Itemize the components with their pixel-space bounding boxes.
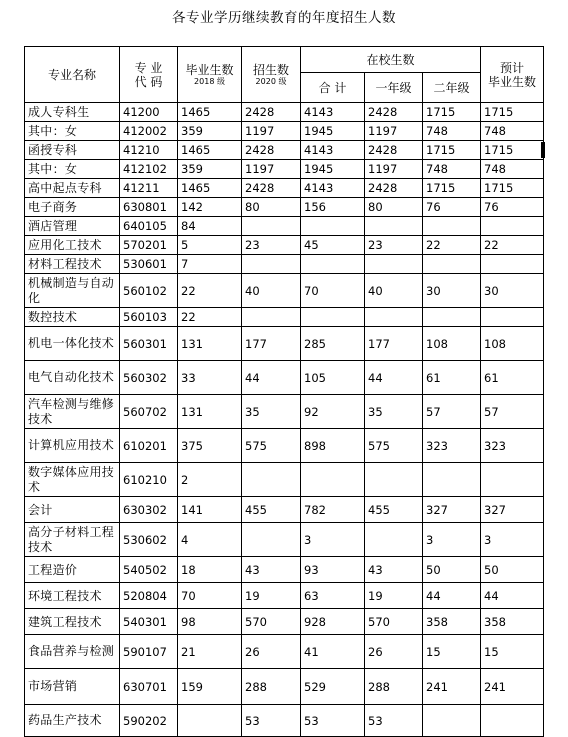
cell-grade1: 80 (365, 198, 423, 217)
cell-name: 环境工程技术 (25, 583, 120, 609)
cell-expected: 44 (481, 583, 544, 609)
cell-grade2 (423, 255, 481, 274)
table-row (25, 463, 544, 497)
cell-code: 520804 (120, 583, 178, 609)
cell-grade1: 44 (365, 361, 423, 395)
cell-graduates: 1465 (178, 141, 242, 160)
cell-grade2: 241 (423, 669, 481, 705)
cell-graduates: 18 (178, 557, 242, 583)
cell-graduates: 359 (178, 122, 242, 141)
cell-grade2 (423, 217, 481, 236)
cell-enrollment (242, 217, 301, 236)
cell-enrollment: 23 (242, 236, 301, 255)
cell-code: 640105 (120, 217, 178, 236)
cell-expected: 57 (481, 395, 544, 429)
table-row (25, 179, 544, 198)
cell-grade1: 26 (365, 635, 423, 669)
header-grade1: 一年级 (365, 73, 423, 103)
cell-code: 41200 (120, 103, 178, 122)
cell-enrollment: 35 (242, 395, 301, 429)
cell-expected (481, 308, 544, 327)
cell-grade1 (365, 463, 423, 497)
cell-code: 560302 (120, 361, 178, 395)
cell-total: 105 (301, 361, 365, 395)
cell-grade2: 50 (423, 557, 481, 583)
cell-enrollment: 2428 (242, 103, 301, 122)
cell-grade2: 108 (423, 327, 481, 361)
table-row (25, 122, 544, 141)
cell-total: 4143 (301, 103, 365, 122)
cell-expected (481, 217, 544, 236)
cell-expected (481, 255, 544, 274)
cell-enrollment: 40 (242, 274, 301, 308)
cell-enrollment: 1197 (242, 160, 301, 179)
table-row (25, 327, 544, 361)
cell-grade2 (423, 705, 481, 737)
cell-grade1: 1197 (365, 160, 423, 179)
cell-expected: 15 (481, 635, 544, 669)
table-row (25, 523, 544, 557)
table-row (25, 635, 544, 669)
table-row (25, 198, 544, 217)
cell-graduates: 84 (178, 217, 242, 236)
table-header (25, 47, 544, 103)
cell-expected: 3 (481, 523, 544, 557)
cell-code: 630701 (120, 669, 178, 705)
cell-graduates: 375 (178, 429, 242, 463)
cell-grade2: 61 (423, 361, 481, 395)
cell-total: 1945 (301, 160, 365, 179)
cell-code: 590107 (120, 635, 178, 669)
cell-grade2 (423, 308, 481, 327)
cell-name: 数字媒体应用技术 (25, 463, 120, 497)
cell-name: 函授专科 (25, 141, 120, 160)
cell-expected: 327 (481, 497, 544, 523)
cell-grade2: 323 (423, 429, 481, 463)
cell-graduates: 33 (178, 361, 242, 395)
header-in-school: 在校生数 (301, 47, 481, 73)
cell-name: 会计 (25, 497, 120, 523)
cell-name: 药品生产技术 (25, 705, 120, 737)
table-row (25, 557, 544, 583)
cell-code: 590202 (120, 705, 178, 737)
cell-expected: 748 (481, 122, 544, 141)
cell-grade1: 570 (365, 609, 423, 635)
cell-grade1: 575 (365, 429, 423, 463)
cell-enrollment: 455 (242, 497, 301, 523)
cell-total: 63 (301, 583, 365, 609)
table-row (25, 236, 544, 255)
cell-expected: 22 (481, 236, 544, 255)
cell-enrollment: 19 (242, 583, 301, 609)
table-row (25, 395, 544, 429)
cell-code: 560103 (120, 308, 178, 327)
cell-enrollment: 177 (242, 327, 301, 361)
cell-grade2: 15 (423, 635, 481, 669)
cell-enrollment: 44 (242, 361, 301, 395)
cell-graduates: 4 (178, 523, 242, 557)
cell-grade1: 2428 (365, 103, 423, 122)
cell-code: 630801 (120, 198, 178, 217)
cell-code: 41211 (120, 179, 178, 198)
cell-grade2: 76 (423, 198, 481, 217)
cell-code: 530601 (120, 255, 178, 274)
table-row (25, 217, 544, 236)
cell-grade2: 30 (423, 274, 481, 308)
cell-grade1: 43 (365, 557, 423, 583)
cell-total (301, 463, 365, 497)
cell-total: 93 (301, 557, 365, 583)
cell-total: 529 (301, 669, 365, 705)
cell-name: 建筑工程技术 (25, 609, 120, 635)
cell-grade2: 3 (423, 523, 481, 557)
cell-grade2: 1715 (423, 103, 481, 122)
cell-graduates: 5 (178, 236, 242, 255)
cell-grade1: 177 (365, 327, 423, 361)
cell-name: 其中：女 (25, 122, 120, 141)
cell-grade1: 35 (365, 395, 423, 429)
cell-grade2: 57 (423, 395, 481, 429)
cell-total: 782 (301, 497, 365, 523)
cell-graduates: 1465 (178, 103, 242, 122)
cell-enrollment: 2428 (242, 179, 301, 198)
header-enrollment: 招生数 2020 级 (242, 47, 301, 103)
cell-grade1: 1197 (365, 122, 423, 141)
cell-enrollment: 1197 (242, 122, 301, 141)
cell-code: 412002 (120, 122, 178, 141)
cell-grade2: 1715 (423, 179, 481, 198)
cell-name: 市场营销 (25, 669, 120, 705)
cell-grade1 (365, 523, 423, 557)
cell-grade1: 23 (365, 236, 423, 255)
table-row (25, 497, 544, 523)
cell-graduates: 70 (178, 583, 242, 609)
cell-code: 570201 (120, 236, 178, 255)
cell-code: 630302 (120, 497, 178, 523)
header-expected-graduates: 预计 毕业生数 (481, 47, 544, 103)
cell-grade2: 327 (423, 497, 481, 523)
cell-graduates: 22 (178, 274, 242, 308)
cell-enrollment: 570 (242, 609, 301, 635)
cell-expected: 1715 (481, 179, 544, 198)
cell-grade2: 748 (423, 160, 481, 179)
table-row (25, 103, 544, 122)
cell-total: 4143 (301, 141, 365, 160)
cell-name: 酒店管理 (25, 217, 120, 236)
cell-grade1: 19 (365, 583, 423, 609)
cell-code: 540502 (120, 557, 178, 583)
cell-graduates: 142 (178, 198, 242, 217)
cell-name: 电气自动化技术 (25, 361, 120, 395)
cell-grade1: 2428 (365, 179, 423, 198)
cell-total: 4143 (301, 179, 365, 198)
cell-grade2 (423, 463, 481, 497)
table-row (25, 669, 544, 705)
cell-expected: 1715 (481, 103, 544, 122)
cell-enrollment: 26 (242, 635, 301, 669)
cell-total: 898 (301, 429, 365, 463)
cell-name: 机电一体化技术 (25, 327, 120, 361)
cell-expected: 358 (481, 609, 544, 635)
cell-grade1: 40 (365, 274, 423, 308)
cell-code: 41210 (120, 141, 178, 160)
cell-name: 应用化工技术 (25, 236, 120, 255)
cell-graduates: 131 (178, 395, 242, 429)
cell-name: 高分子材料工程技术 (25, 523, 120, 557)
cell-name: 机械制造与自动化 (25, 274, 120, 308)
cell-expected: 61 (481, 361, 544, 395)
cell-enrollment: 288 (242, 669, 301, 705)
cell-name: 材料工程技术 (25, 255, 120, 274)
cell-total: 3 (301, 523, 365, 557)
table-row (25, 583, 544, 609)
cell-graduates: 7 (178, 255, 242, 274)
cell-graduates: 98 (178, 609, 242, 635)
table-row (25, 160, 544, 179)
cell-enrollment (242, 523, 301, 557)
header-code: 专 业 代 码 (120, 47, 178, 103)
cell-grade2: 44 (423, 583, 481, 609)
cell-enrollment (242, 255, 301, 274)
cell-code: 610210 (120, 463, 178, 497)
cell-graduates: 21 (178, 635, 242, 669)
cell-total (301, 308, 365, 327)
cell-name: 数控技术 (25, 308, 120, 327)
cell-code: 610201 (120, 429, 178, 463)
cell-name: 计算机应用技术 (25, 429, 120, 463)
cell-expected: 76 (481, 198, 544, 217)
cell-graduates: 141 (178, 497, 242, 523)
cell-graduates: 22 (178, 308, 242, 327)
cell-expected: 108 (481, 327, 544, 361)
cell-enrollment: 80 (242, 198, 301, 217)
cell-expected: 323 (481, 429, 544, 463)
cell-name: 电子商务 (25, 198, 120, 217)
table-row (25, 255, 544, 274)
cell-total: 45 (301, 236, 365, 255)
header-grade2: 二年级 (423, 73, 481, 103)
cell-grade1: 53 (365, 705, 423, 737)
table-row (25, 609, 544, 635)
cell-enrollment: 43 (242, 557, 301, 583)
cell-code: 560702 (120, 395, 178, 429)
cell-total (301, 255, 365, 274)
cell-name: 成人专科生 (25, 103, 120, 122)
cell-graduates: 359 (178, 160, 242, 179)
enrollment-table (24, 46, 544, 737)
cell-grade1 (365, 308, 423, 327)
cell-code: 560102 (120, 274, 178, 308)
header-total: 合 计 (301, 73, 365, 103)
table-body (25, 103, 544, 737)
cell-grade1: 288 (365, 669, 423, 705)
cell-expected: 30 (481, 274, 544, 308)
cell-graduates: 131 (178, 327, 242, 361)
cell-code: 530602 (120, 523, 178, 557)
cell-code: 560301 (120, 327, 178, 361)
cell-total: 156 (301, 198, 365, 217)
table-row (25, 274, 544, 308)
cell-total (301, 217, 365, 236)
cell-enrollment: 53 (242, 705, 301, 737)
cell-name: 工程造价 (25, 557, 120, 583)
table-row (25, 705, 544, 737)
cell-name: 汽车检测与维修技术 (25, 395, 120, 429)
cell-expected (481, 463, 544, 497)
cell-code: 412102 (120, 160, 178, 179)
cell-name: 高中起点专科 (25, 179, 120, 198)
cell-grade2: 1715 (423, 141, 481, 160)
table-row (25, 429, 544, 463)
cell-total: 1945 (301, 122, 365, 141)
cell-grade1: 455 (365, 497, 423, 523)
cell-grade2: 22 (423, 236, 481, 255)
cell-grade1 (365, 217, 423, 236)
cell-graduates: 2 (178, 463, 242, 497)
table-row (25, 308, 544, 327)
cell-expected: 748 (481, 160, 544, 179)
cell-total: 41 (301, 635, 365, 669)
cell-total: 928 (301, 609, 365, 635)
cell-expected: 50 (481, 557, 544, 583)
cell-total: 70 (301, 274, 365, 308)
cell-graduates: 159 (178, 669, 242, 705)
table-row (25, 361, 544, 395)
header-graduates: 毕业生数 2018 级 (178, 47, 242, 103)
cell-expected: 1715 (481, 141, 544, 160)
cell-enrollment: 2428 (242, 141, 301, 160)
cell-total: 53 (301, 705, 365, 737)
cell-name: 其中：女 (25, 160, 120, 179)
cell-total: 92 (301, 395, 365, 429)
cell-enrollment: 575 (242, 429, 301, 463)
cell-grade2: 748 (423, 122, 481, 141)
cell-enrollment (242, 463, 301, 497)
cell-expected: 241 (481, 669, 544, 705)
header-name: 专业名称 (25, 47, 120, 103)
cell-grade2: 358 (423, 609, 481, 635)
document-title: 各专业学历继续教育的年度招生人数 (172, 10, 396, 26)
cell-expected (481, 705, 544, 737)
table-row (25, 141, 544, 160)
cell-grade1: 2428 (365, 141, 423, 160)
cell-graduates (178, 705, 242, 737)
cell-total: 285 (301, 327, 365, 361)
cell-code: 540301 (120, 609, 178, 635)
cell-graduates: 1465 (178, 179, 242, 198)
cell-enrollment (242, 308, 301, 327)
cell-name: 食品营养与检测 (25, 635, 120, 669)
cell-grade1 (365, 255, 423, 274)
